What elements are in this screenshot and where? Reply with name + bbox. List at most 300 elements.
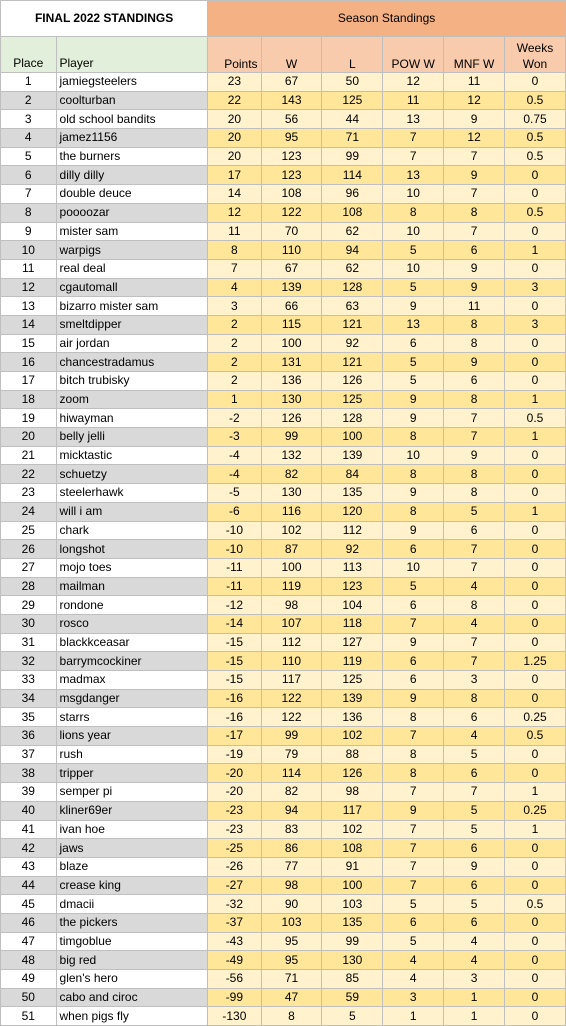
cell-pow-w: 6 bbox=[383, 913, 444, 932]
cell-w: 122 bbox=[261, 689, 322, 708]
cell-w: 108 bbox=[261, 185, 322, 204]
cell-place: 17 bbox=[1, 372, 57, 391]
cell-mnf-w: 8 bbox=[444, 465, 505, 484]
cell-player: timgoblue bbox=[56, 932, 208, 951]
cell-player: starrs bbox=[56, 708, 208, 727]
cell-player: mojo toes bbox=[56, 558, 208, 577]
cell-pow-w: 13 bbox=[383, 110, 444, 129]
cell-pow-w: 6 bbox=[383, 540, 444, 559]
standings-rows bbox=[1, 73, 566, 1026]
cell-l: 63 bbox=[322, 297, 383, 316]
cell-points: -26 bbox=[208, 857, 261, 876]
cell-mnf-w: 9 bbox=[444, 446, 505, 465]
cell-player: dilly dilly bbox=[56, 166, 208, 185]
col-header-points: Points bbox=[208, 37, 261, 73]
cell-player: old school bandits bbox=[56, 110, 208, 129]
cell-player: zoom bbox=[56, 390, 208, 409]
cell-mnf-w: 7 bbox=[444, 652, 505, 671]
cell-l: 99 bbox=[322, 932, 383, 951]
cell-mnf-w: 4 bbox=[444, 727, 505, 746]
cell-place: 39 bbox=[1, 783, 57, 802]
cell-w: 95 bbox=[261, 932, 322, 951]
cell-weeks-won: 0.5 bbox=[505, 91, 566, 110]
cell-w: 119 bbox=[261, 577, 322, 596]
cell-l: 139 bbox=[322, 446, 383, 465]
cell-points: -12 bbox=[208, 596, 261, 615]
cell-mnf-w: 6 bbox=[444, 521, 505, 540]
cell-mnf-w: 6 bbox=[444, 876, 505, 895]
cell-pow-w: 13 bbox=[383, 166, 444, 185]
table-row bbox=[1, 390, 566, 409]
table-row bbox=[1, 372, 566, 391]
cell-weeks-won: 0 bbox=[505, 222, 566, 241]
cell-l: 59 bbox=[322, 988, 383, 1007]
cell-place: 46 bbox=[1, 913, 57, 932]
table-row bbox=[1, 297, 566, 316]
cell-mnf-w: 8 bbox=[444, 689, 505, 708]
cell-w: 110 bbox=[261, 652, 322, 671]
cell-points: 14 bbox=[208, 185, 261, 204]
cell-l: 96 bbox=[322, 185, 383, 204]
cell-l: 92 bbox=[322, 334, 383, 353]
cell-place: 48 bbox=[1, 951, 57, 970]
cell-w: 83 bbox=[261, 820, 322, 839]
cell-pow-w: 5 bbox=[383, 353, 444, 372]
table-row bbox=[1, 465, 566, 484]
cell-pow-w: 5 bbox=[383, 932, 444, 951]
table-row bbox=[1, 1007, 566, 1026]
table-row bbox=[1, 708, 566, 727]
table-row bbox=[1, 857, 566, 876]
table-row bbox=[1, 988, 566, 1007]
cell-w: 98 bbox=[261, 876, 322, 895]
cell-place: 36 bbox=[1, 727, 57, 746]
cell-l: 100 bbox=[322, 428, 383, 447]
cell-player: barrymcockiner bbox=[56, 652, 208, 671]
cell-pow-w: 8 bbox=[383, 764, 444, 783]
cell-points: -99 bbox=[208, 988, 261, 1007]
cell-mnf-w: 6 bbox=[444, 913, 505, 932]
cell-player: rosco bbox=[56, 614, 208, 633]
table-row bbox=[1, 203, 566, 222]
cell-w: 98 bbox=[261, 596, 322, 615]
cell-l: 125 bbox=[322, 91, 383, 110]
cell-player: coolturban bbox=[56, 91, 208, 110]
cell-place: 45 bbox=[1, 895, 57, 914]
table-row bbox=[1, 540, 566, 559]
table-row bbox=[1, 783, 566, 802]
table-row bbox=[1, 502, 566, 521]
cell-pow-w: 12 bbox=[383, 73, 444, 92]
table-row bbox=[1, 951, 566, 970]
cell-pow-w: 9 bbox=[383, 801, 444, 820]
cell-w: 94 bbox=[261, 801, 322, 820]
cell-points: -15 bbox=[208, 671, 261, 690]
cell-points: 11 bbox=[208, 222, 261, 241]
cell-place: 35 bbox=[1, 708, 57, 727]
cell-weeks-won: 0.5 bbox=[505, 147, 566, 166]
cell-weeks-won: 0.25 bbox=[505, 801, 566, 820]
table-title: FINAL 2022 STANDINGS bbox=[1, 1, 208, 37]
cell-player: jaws bbox=[56, 839, 208, 858]
cell-l: 108 bbox=[322, 839, 383, 858]
cell-pow-w: 11 bbox=[383, 91, 444, 110]
cell-l: 71 bbox=[322, 129, 383, 148]
cell-w: 56 bbox=[261, 110, 322, 129]
cell-player: blackkceasar bbox=[56, 633, 208, 652]
cell-points: -20 bbox=[208, 783, 261, 802]
cell-w: 139 bbox=[261, 278, 322, 297]
cell-points: 7 bbox=[208, 259, 261, 278]
cell-w: 86 bbox=[261, 839, 322, 858]
table-row bbox=[1, 428, 566, 447]
cell-place: 44 bbox=[1, 876, 57, 895]
cell-mnf-w: 7 bbox=[444, 428, 505, 447]
table-row bbox=[1, 278, 566, 297]
cell-mnf-w: 7 bbox=[444, 409, 505, 428]
cell-weeks-won: 0.5 bbox=[505, 409, 566, 428]
cell-points: 2 bbox=[208, 334, 261, 353]
cell-weeks-won: 0 bbox=[505, 970, 566, 989]
cell-player: semper pi bbox=[56, 783, 208, 802]
season-standings-header: Season Standings bbox=[208, 1, 566, 37]
table-row bbox=[1, 147, 566, 166]
cell-player: hiwayman bbox=[56, 409, 208, 428]
cell-pow-w: 10 bbox=[383, 558, 444, 577]
cell-points: 23 bbox=[208, 73, 261, 92]
cell-place: 9 bbox=[1, 222, 57, 241]
cell-mnf-w: 4 bbox=[444, 614, 505, 633]
cell-points: -15 bbox=[208, 652, 261, 671]
cell-mnf-w: 7 bbox=[444, 558, 505, 577]
cell-player: the burners bbox=[56, 147, 208, 166]
cell-player: dmacii bbox=[56, 895, 208, 914]
cell-mnf-w: 7 bbox=[444, 185, 505, 204]
cell-place: 43 bbox=[1, 857, 57, 876]
cell-w: 95 bbox=[261, 129, 322, 148]
cell-weeks-won: 0.25 bbox=[505, 708, 566, 727]
cell-l: 127 bbox=[322, 633, 383, 652]
cell-points: 4 bbox=[208, 278, 261, 297]
cell-w: 102 bbox=[261, 521, 322, 540]
table-row bbox=[1, 91, 566, 110]
cell-mnf-w: 11 bbox=[444, 297, 505, 316]
cell-player: chancestradamus bbox=[56, 353, 208, 372]
cell-weeks-won: 0 bbox=[505, 633, 566, 652]
cell-mnf-w: 7 bbox=[444, 540, 505, 559]
cell-l: 108 bbox=[322, 203, 383, 222]
cell-place: 10 bbox=[1, 241, 57, 260]
cell-player: belly jelli bbox=[56, 428, 208, 447]
cell-place: 1 bbox=[1, 73, 57, 92]
cell-weeks-won: 0 bbox=[505, 951, 566, 970]
cell-player: tripper bbox=[56, 764, 208, 783]
cell-w: 115 bbox=[261, 315, 322, 334]
cell-player: double deuce bbox=[56, 185, 208, 204]
cell-player: poooozar bbox=[56, 203, 208, 222]
cell-mnf-w: 3 bbox=[444, 671, 505, 690]
cell-pow-w: 8 bbox=[383, 203, 444, 222]
cell-points: -6 bbox=[208, 502, 261, 521]
cell-mnf-w: 4 bbox=[444, 577, 505, 596]
cell-pow-w: 10 bbox=[383, 185, 444, 204]
cell-mnf-w: 9 bbox=[444, 278, 505, 297]
table-row bbox=[1, 876, 566, 895]
table-row bbox=[1, 521, 566, 540]
cell-mnf-w: 1 bbox=[444, 1007, 505, 1026]
cell-w: 8 bbox=[261, 1007, 322, 1026]
cell-mnf-w: 6 bbox=[444, 764, 505, 783]
table-row bbox=[1, 446, 566, 465]
cell-w: 82 bbox=[261, 465, 322, 484]
cell-pow-w: 10 bbox=[383, 259, 444, 278]
cell-weeks-won: 0 bbox=[505, 614, 566, 633]
cell-player: msgdanger bbox=[56, 689, 208, 708]
cell-player: warpigs bbox=[56, 241, 208, 260]
cell-player: micktastic bbox=[56, 446, 208, 465]
cell-l: 118 bbox=[322, 614, 383, 633]
col-header-pow-w: POW W bbox=[383, 37, 444, 73]
cell-place: 23 bbox=[1, 484, 57, 503]
cell-mnf-w: 7 bbox=[444, 147, 505, 166]
cell-w: 87 bbox=[261, 540, 322, 559]
cell-points: -10 bbox=[208, 521, 261, 540]
table-row bbox=[1, 839, 566, 858]
cell-l: 121 bbox=[322, 315, 383, 334]
cell-weeks-won: 0 bbox=[505, 596, 566, 615]
cell-mnf-w: 12 bbox=[444, 91, 505, 110]
cell-weeks-won: 0 bbox=[505, 540, 566, 559]
cell-pow-w: 3 bbox=[383, 988, 444, 1007]
cell-w: 130 bbox=[261, 484, 322, 503]
cell-l: 102 bbox=[322, 820, 383, 839]
table-row bbox=[1, 129, 566, 148]
cell-w: 131 bbox=[261, 353, 322, 372]
cell-weeks-won: 0 bbox=[505, 372, 566, 391]
cell-l: 128 bbox=[322, 409, 383, 428]
table-row bbox=[1, 185, 566, 204]
col-header-mnf-w: MNF W bbox=[444, 37, 505, 73]
cell-weeks-won: 0 bbox=[505, 465, 566, 484]
cell-l: 100 bbox=[322, 876, 383, 895]
cell-place: 8 bbox=[1, 203, 57, 222]
cell-w: 99 bbox=[261, 428, 322, 447]
cell-place: 27 bbox=[1, 558, 57, 577]
cell-mnf-w: 8 bbox=[444, 334, 505, 353]
cell-w: 112 bbox=[261, 633, 322, 652]
cell-place: 15 bbox=[1, 334, 57, 353]
cell-mnf-w: 4 bbox=[444, 951, 505, 970]
cell-points: -2 bbox=[208, 409, 261, 428]
cell-points: -43 bbox=[208, 932, 261, 951]
cell-points: 17 bbox=[208, 166, 261, 185]
cell-place: 5 bbox=[1, 147, 57, 166]
cell-weeks-won: 0 bbox=[505, 577, 566, 596]
cell-w: 122 bbox=[261, 203, 322, 222]
cell-l: 99 bbox=[322, 147, 383, 166]
cell-w: 67 bbox=[261, 73, 322, 92]
cell-pow-w: 6 bbox=[383, 334, 444, 353]
table-row bbox=[1, 166, 566, 185]
cell-points: -32 bbox=[208, 895, 261, 914]
table-row bbox=[1, 315, 566, 334]
cell-l: 130 bbox=[322, 951, 383, 970]
table-row bbox=[1, 671, 566, 690]
cell-w: 110 bbox=[261, 241, 322, 260]
cell-points: -16 bbox=[208, 708, 261, 727]
cell-l: 103 bbox=[322, 895, 383, 914]
cell-weeks-won: 0 bbox=[505, 297, 566, 316]
cell-weeks-won: 0 bbox=[505, 185, 566, 204]
cell-points: -14 bbox=[208, 614, 261, 633]
table-row bbox=[1, 353, 566, 372]
cell-weeks-won: 0 bbox=[505, 166, 566, 185]
cell-w: 79 bbox=[261, 745, 322, 764]
cell-player: rush bbox=[56, 745, 208, 764]
cell-player: schuetzy bbox=[56, 465, 208, 484]
cell-place: 6 bbox=[1, 166, 57, 185]
cell-weeks-won: 0 bbox=[505, 521, 566, 540]
cell-weeks-won: 1 bbox=[505, 820, 566, 839]
cell-pow-w: 9 bbox=[383, 390, 444, 409]
cell-points: -27 bbox=[208, 876, 261, 895]
cell-player: ivan hoe bbox=[56, 820, 208, 839]
cell-l: 126 bbox=[322, 372, 383, 391]
cell-points: -10 bbox=[208, 540, 261, 559]
cell-l: 50 bbox=[322, 73, 383, 92]
cell-points: -25 bbox=[208, 839, 261, 858]
cell-l: 126 bbox=[322, 764, 383, 783]
cell-mnf-w: 8 bbox=[444, 390, 505, 409]
cell-l: 123 bbox=[322, 577, 383, 596]
cell-points: -20 bbox=[208, 764, 261, 783]
cell-mnf-w: 8 bbox=[444, 484, 505, 503]
cell-place: 28 bbox=[1, 577, 57, 596]
cell-pow-w: 7 bbox=[383, 727, 444, 746]
cell-place: 30 bbox=[1, 614, 57, 633]
cell-mnf-w: 9 bbox=[444, 166, 505, 185]
cell-l: 62 bbox=[322, 259, 383, 278]
cell-l: 128 bbox=[322, 278, 383, 297]
cell-l: 102 bbox=[322, 727, 383, 746]
cell-pow-w: 10 bbox=[383, 446, 444, 465]
cell-w: 47 bbox=[261, 988, 322, 1007]
cell-mnf-w: 8 bbox=[444, 596, 505, 615]
table-row bbox=[1, 409, 566, 428]
cell-l: 112 bbox=[322, 521, 383, 540]
cell-pow-w: 8 bbox=[383, 502, 444, 521]
cell-place: 40 bbox=[1, 801, 57, 820]
cell-points: -11 bbox=[208, 558, 261, 577]
col-header-place: Place bbox=[1, 37, 57, 73]
cell-pow-w: 5 bbox=[383, 278, 444, 297]
cell-weeks-won: 0.75 bbox=[505, 110, 566, 129]
cell-w: 107 bbox=[261, 614, 322, 633]
cell-place: 11 bbox=[1, 259, 57, 278]
cell-weeks-won: 0 bbox=[505, 988, 566, 1007]
cell-w: 70 bbox=[261, 222, 322, 241]
cell-weeks-won: 0.5 bbox=[505, 727, 566, 746]
cell-w: 99 bbox=[261, 727, 322, 746]
table-row bbox=[1, 652, 566, 671]
cell-mnf-w: 9 bbox=[444, 110, 505, 129]
table-row bbox=[1, 614, 566, 633]
cell-weeks-won: 0 bbox=[505, 259, 566, 278]
cell-w: 116 bbox=[261, 502, 322, 521]
cell-pow-w: 7 bbox=[383, 783, 444, 802]
table-row bbox=[1, 558, 566, 577]
cell-w: 100 bbox=[261, 334, 322, 353]
cell-player: big red bbox=[56, 951, 208, 970]
cell-place: 31 bbox=[1, 633, 57, 652]
cell-mnf-w: 7 bbox=[444, 222, 505, 241]
col-header-weeks-won: Weeks Won bbox=[505, 37, 566, 73]
cell-weeks-won: 0 bbox=[505, 558, 566, 577]
cell-points: 2 bbox=[208, 315, 261, 334]
cell-w: 143 bbox=[261, 91, 322, 110]
cell-place: 33 bbox=[1, 671, 57, 690]
cell-weeks-won: 3 bbox=[505, 278, 566, 297]
cell-w: 130 bbox=[261, 390, 322, 409]
cell-weeks-won: 0.5 bbox=[505, 129, 566, 148]
cell-weeks-won: 0 bbox=[505, 876, 566, 895]
table-row bbox=[1, 241, 566, 260]
cell-mnf-w: 6 bbox=[444, 708, 505, 727]
cell-l: 119 bbox=[322, 652, 383, 671]
cell-weeks-won: 1 bbox=[505, 783, 566, 802]
cell-place: 14 bbox=[1, 315, 57, 334]
cell-points: -49 bbox=[208, 951, 261, 970]
cell-pow-w: 6 bbox=[383, 652, 444, 671]
cell-mnf-w: 4 bbox=[444, 932, 505, 951]
cell-mnf-w: 5 bbox=[444, 801, 505, 820]
cell-pow-w: 6 bbox=[383, 671, 444, 690]
cell-l: 125 bbox=[322, 671, 383, 690]
cell-weeks-won: 0 bbox=[505, 446, 566, 465]
cell-player: real deal bbox=[56, 259, 208, 278]
cell-points: -11 bbox=[208, 577, 261, 596]
cell-place: 2 bbox=[1, 91, 57, 110]
cell-weeks-won: 0 bbox=[505, 913, 566, 932]
col-header-l: L bbox=[322, 37, 383, 73]
cell-w: 136 bbox=[261, 372, 322, 391]
cell-weeks-won: 3 bbox=[505, 315, 566, 334]
cell-l: 125 bbox=[322, 390, 383, 409]
cell-weeks-won: 0 bbox=[505, 932, 566, 951]
cell-weeks-won: 0 bbox=[505, 353, 566, 372]
cell-points: 22 bbox=[208, 91, 261, 110]
cell-player: smeltdipper bbox=[56, 315, 208, 334]
cell-mnf-w: 8 bbox=[444, 315, 505, 334]
cell-weeks-won: 0 bbox=[505, 671, 566, 690]
table-row bbox=[1, 895, 566, 914]
cell-player: blaze bbox=[56, 857, 208, 876]
table-row bbox=[1, 110, 566, 129]
cell-mnf-w: 9 bbox=[444, 353, 505, 372]
cell-w: 77 bbox=[261, 857, 322, 876]
cell-w: 100 bbox=[261, 558, 322, 577]
cell-place: 24 bbox=[1, 502, 57, 521]
table-row bbox=[1, 334, 566, 353]
cell-weeks-won: 1 bbox=[505, 428, 566, 447]
cell-pow-w: 5 bbox=[383, 241, 444, 260]
cell-points: 2 bbox=[208, 372, 261, 391]
cell-points: -23 bbox=[208, 820, 261, 839]
cell-weeks-won: 0 bbox=[505, 334, 566, 353]
cell-pow-w: 7 bbox=[383, 839, 444, 858]
cell-player: rondone bbox=[56, 596, 208, 615]
cell-mnf-w: 1 bbox=[444, 988, 505, 1007]
